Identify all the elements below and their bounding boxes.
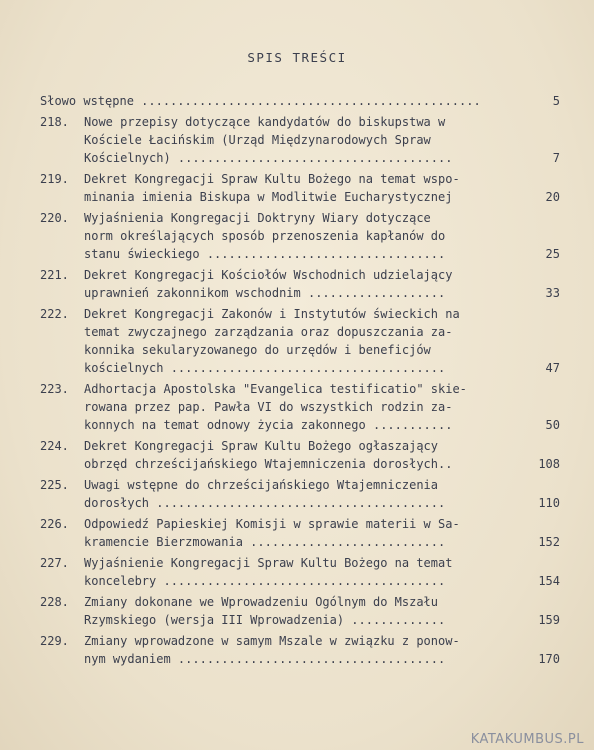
toc-entry-text: Wyjaśnienie Kongregacji Spraw Kultu Bożego na temat xyxy=(84,556,453,570)
toc-entry-text: Adhortacja Apostolska "Evangelica testificatio" skie- xyxy=(84,382,467,396)
toc-entry-page: 50 xyxy=(545,418,560,432)
toc-entry-number: 228. xyxy=(40,595,69,609)
toc-entry xyxy=(40,380,560,434)
toc-entry-number: 227. xyxy=(40,556,69,570)
toc-entry-number: 219. xyxy=(40,172,69,186)
toc-entry-line xyxy=(40,572,560,590)
toc-entry-text: uprawnień zakonnikom wschodnim ................... xyxy=(84,286,446,300)
toc-entry xyxy=(40,593,560,629)
toc-entry xyxy=(40,632,560,668)
toc-entry-number: 224. xyxy=(40,439,69,453)
toc-entry-page: 47 xyxy=(545,361,560,375)
toc-entry-text: Zmiany wprowadzone w samym Mszale w związku z ponow- xyxy=(84,634,460,648)
toc-entry-page: 5 xyxy=(552,94,560,108)
toc-entry-line xyxy=(40,632,560,650)
toc-entry-text: Dekret Kongregacji Spraw Kultu Bożego ogłaszający xyxy=(84,439,439,453)
toc-entry-line xyxy=(40,494,560,512)
toc-entry-line xyxy=(40,515,560,533)
toc-entry-number: 221. xyxy=(40,268,69,282)
toc-entry-text: Dekret Kongregacji Kościołów Wschodnich udzielający xyxy=(84,268,453,282)
toc-entry-line xyxy=(40,593,560,611)
toc-entry-line xyxy=(40,341,560,359)
toc-entry-text: kościelnych ...................................... xyxy=(84,361,446,375)
table-of-contents xyxy=(40,92,560,671)
toc-entry-line xyxy=(40,284,560,302)
toc-entry-page: 25 xyxy=(545,247,560,261)
toc-entry-text: Dekret Kongregacji Zakonów i Instytutów świeckich na xyxy=(84,307,460,321)
toc-entry-text: nym wydaniem ..................................... xyxy=(84,652,446,666)
toc-entry-page: 154 xyxy=(538,574,560,588)
toc-entry-line xyxy=(40,209,560,227)
toc-entry-number: 226. xyxy=(40,517,69,531)
toc-entry-line xyxy=(40,554,560,572)
toc-entry xyxy=(40,113,560,167)
toc-entry-text: konnych na temat odnowy życia zakonnego ........... xyxy=(84,418,453,432)
toc-entry-number: 222. xyxy=(40,307,69,321)
toc-entry-line xyxy=(40,227,560,245)
toc-entry-text: Dekret Kongregacji Spraw Kultu Bożego na temat wspo- xyxy=(84,172,460,186)
toc-entry-text: kramencie Bierzmowania ........................... xyxy=(84,535,446,549)
toc-entry-text: Kościele Łacińskim (Urząd Międzynarodowych Spraw xyxy=(84,133,431,147)
toc-entry-line xyxy=(40,398,560,416)
toc-entry-page: 7 xyxy=(552,151,560,165)
toc-entry-text: Kościelnych) ...................................... xyxy=(84,151,453,165)
toc-entry-page: 110 xyxy=(538,496,560,510)
toc-entry xyxy=(40,209,560,263)
toc-entry-number: 220. xyxy=(40,211,69,225)
toc-entry xyxy=(40,170,560,206)
toc-entry-text: stanu świeckiego ................................. xyxy=(84,247,446,261)
toc-entry-line xyxy=(40,113,560,131)
toc-entry-line xyxy=(40,245,560,263)
toc-entry-text: koncelebry ....................................... xyxy=(84,574,446,588)
toc-entry-number: 225. xyxy=(40,478,69,492)
toc-entry-text: minania imienia Biskupa w Modlitwie Eucharystycznej xyxy=(84,190,453,204)
toc-entry-line xyxy=(40,359,560,377)
toc-entry-page: 159 xyxy=(538,613,560,627)
toc-entry-text: Słowo wstępne ............................................... xyxy=(40,94,481,108)
toc-entry-line xyxy=(40,611,560,629)
toc-entry-number: 229. xyxy=(40,634,69,648)
toc-entry-text: Odpowiedź Papieskiej Komisji w sprawie materii w Sa- xyxy=(84,517,460,531)
toc-entry-page: 170 xyxy=(538,652,560,666)
toc-entry-line xyxy=(40,131,560,149)
toc-entry xyxy=(40,92,560,110)
toc-entry-line xyxy=(40,149,560,167)
toc-entry-line xyxy=(40,650,560,668)
watermark: KATAKUMBUS.PL xyxy=(470,732,584,747)
toc-entry-line xyxy=(40,455,560,473)
toc-entry-line xyxy=(40,533,560,551)
toc-entry-page: 152 xyxy=(538,535,560,549)
toc-entry-line xyxy=(40,437,560,455)
toc-entry-text: Wyjaśnienia Kongregacji Doktryny Wiary dotyczące xyxy=(84,211,431,225)
toc-entry-page: 33 xyxy=(545,286,560,300)
toc-entry-text: dorosłych ........................................ xyxy=(84,496,446,510)
toc-entry xyxy=(40,437,560,473)
toc-entry-line xyxy=(40,476,560,494)
toc-entry-number: 223. xyxy=(40,382,69,396)
toc-entry xyxy=(40,515,560,551)
toc-entry-number: 218. xyxy=(40,115,69,129)
toc-entry-text: Uwagi wstępne do chrześcijańskiego Wtajemniczenia xyxy=(84,478,439,492)
toc-entry-text: Rzymskiego (wersja III Wprowadzenia) ............. xyxy=(84,613,446,627)
toc-entry-text: konnika sekularyzowanego do urzędów i beneficjów xyxy=(84,343,431,357)
toc-entry-line xyxy=(40,380,560,398)
toc-entry-text: Nowe przepisy dotyczące kandydatów do biskupstwa w xyxy=(84,115,446,129)
toc-entry-line xyxy=(40,188,560,206)
toc-entry xyxy=(40,476,560,512)
toc-entry xyxy=(40,266,560,302)
toc-entry-line xyxy=(40,266,560,284)
toc-entry xyxy=(40,554,560,590)
toc-entry-page: 108 xyxy=(538,457,560,471)
toc-entry xyxy=(40,305,560,377)
toc-entry-page: 20 xyxy=(545,190,560,204)
toc-entry-text: temat zwyczajnego zarządzania oraz dopuszczania za- xyxy=(84,325,453,339)
toc-entry-text: Zmiany dokonane we Wprowadzeniu Ogólnym do Mszału xyxy=(84,595,439,609)
toc-entry-text: rowana przez pap. Pawła VI do wszystkich rodzin za- xyxy=(84,400,453,414)
toc-entry-text: norm określających sposób przenoszenia kapłanów do xyxy=(84,229,446,243)
toc-entry-line xyxy=(40,416,560,434)
toc-entry-line xyxy=(40,305,560,323)
page-title: SPIS TREŚCI xyxy=(247,50,347,65)
toc-entry-text: obrzęd chrześcijańskiego Wtajemniczenia dorosłych.. xyxy=(84,457,453,471)
toc-entry-line xyxy=(40,323,560,341)
toc-entry-line xyxy=(40,92,560,110)
toc-entry-line xyxy=(40,170,560,188)
